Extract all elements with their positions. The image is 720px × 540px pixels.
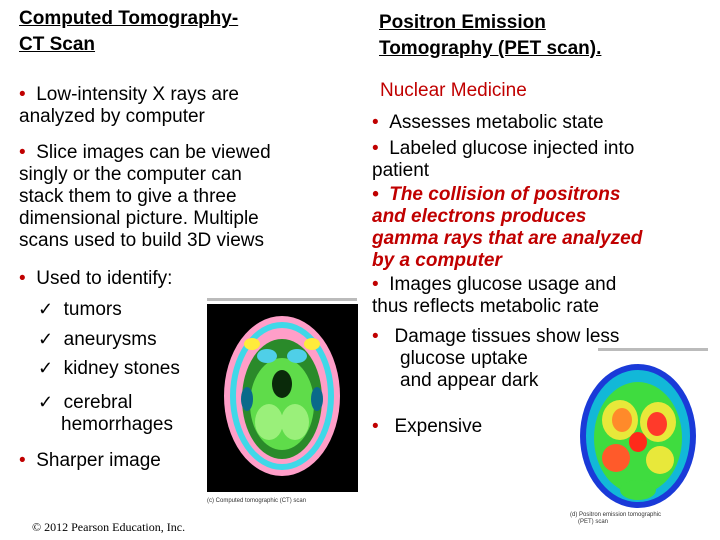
ct-bullet-slice-images: • Slice images can be viewed singly or the computer can stack them to give a three dimensional picture. Multiple scans used to build 3D views <box>19 142 271 251</box>
bullet-glyph: • <box>19 450 26 471</box>
bullet-glyph: • <box>372 184 379 205</box>
pet-title: Positron Emission Tomography (PET scan). <box>379 12 602 59</box>
pet-bullet-labeled-glucose: • Labeled glucose injected into patient <box>372 138 635 181</box>
bullet-glyph: • <box>372 326 379 347</box>
ct-title: Computed Tomography- CT Scan <box>19 8 239 55</box>
bullet-glyph: • <box>19 142 26 163</box>
check-icon: ✓ <box>38 329 54 349</box>
check-icon: ✓ <box>38 299 54 319</box>
pet-bullet-glucose-usage: • Images glucose usage and thus reflects metabolic rate <box>372 274 617 317</box>
ct-brain-slice-graphic <box>207 304 358 492</box>
pet-bullet-expensive: • Expensive <box>372 416 483 437</box>
use-item-aneurysms: ✓ aneurysms <box>38 329 157 350</box>
nuclear-medicine-subtitle: Nuclear Medicine <box>380 80 527 101</box>
use-item-kidney-stones: ✓ kidney stones <box>38 358 180 379</box>
use-item-cerebral-hemorrhages: ✓ cerebral hemorrhages <box>38 392 173 435</box>
use-item-tumors: ✓ tumors <box>38 299 122 320</box>
bullet-glyph: • <box>19 268 26 289</box>
pet-bullet-positron-collision: • The collision of positrons and electrons produces gamma rays that are analyzed by a computer <box>372 184 643 271</box>
pet-bullet-damage-tissues: • Damage tissues show less glucose uptake and appear dark <box>372 326 620 391</box>
check-icon: ✓ <box>38 392 54 412</box>
ct-scan-figure <box>203 298 361 510</box>
bullet-glyph: • <box>19 84 26 105</box>
pet-figure-caption: (d) Positron emission tomographic (PET) scan <box>570 512 662 525</box>
check-icon: ✓ <box>38 358 54 378</box>
ct-figure-caption: (c) Computed tomographic (CT) scan <box>207 498 307 504</box>
bullet-glyph: • <box>372 138 379 159</box>
bullet-glyph: • <box>372 416 379 437</box>
ct-bullet-used-to-identify: • Used to identify: <box>19 268 173 289</box>
pet-bullet-metabolic-state: • Assesses metabolic state <box>372 112 604 133</box>
ct-scan-image <box>207 304 358 492</box>
bullet-glyph: • <box>372 274 379 295</box>
copyright-credit: © 2012 Pearson Education, Inc. <box>32 520 186 534</box>
figure-copyright-line <box>207 298 357 301</box>
ct-bullet-sharper-image: • Sharper image <box>19 450 161 471</box>
bullet-glyph: • <box>372 112 379 133</box>
ct-bullet-low-intensity: • Low-intensity X rays are analyzed by computer <box>19 84 239 127</box>
